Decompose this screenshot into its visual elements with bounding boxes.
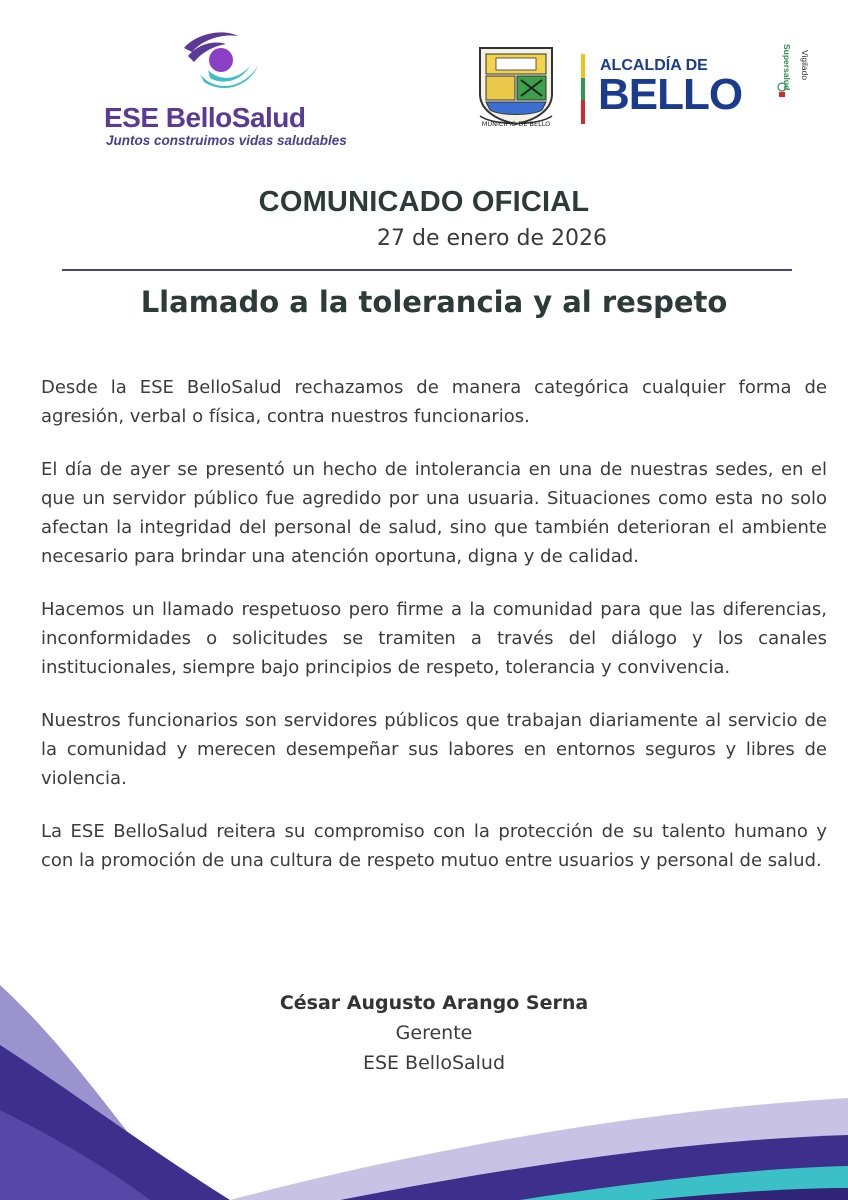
- alcaldia-label: ALCALDÍA DE: [600, 57, 708, 74]
- ese-hands-icon: [174, 26, 264, 96]
- signatory-organization: ESE BelloSalud: [362, 1052, 506, 1074]
- ese-bellosalud-logo: [104, 22, 347, 148]
- wave-teal-bottom: [520, 1166, 848, 1200]
- municipio-shield-icon: [474, 44, 558, 130]
- body-paragraph-5: La ESE BelloSalud reitera su compromiso con la protección de su talento humano y con la promoción de una cultura de respeto mutuo entre usuarios y personal de salud.: [41, 821, 827, 871]
- signatory-name: César Augusto Arango Serna: [279, 992, 589, 1014]
- vigilado-label: Vigilado: [800, 50, 810, 81]
- colombia-flag-stripe: [581, 54, 585, 124]
- vigilado-supersalud-badge: [770, 38, 820, 110]
- ese-logo-name: ESE BelloSalud: [104, 102, 306, 133]
- document-body: [41, 373, 827, 899]
- document-subtitle: Llamado a la tolerancia y al respeto: [140, 285, 728, 319]
- body-paragraph-1: Desde la ESE BelloSalud rechazamos de manera categórica cualquier forma de agresión, verbal o física, contra nuestros funcionarios.: [41, 377, 827, 427]
- supersalud-label: Supersalud: [782, 44, 792, 91]
- document-date: 27 de enero de 2026: [377, 226, 607, 251]
- wave-dark-bottom: [340, 1135, 848, 1200]
- signature-block: [0, 988, 848, 1078]
- bello-label: BELLO: [598, 70, 743, 119]
- signatory-role: Gerente: [395, 1022, 473, 1044]
- body-paragraph-4: Nuestros funcionarios son servidores públicos que trabajan diariamente al servicio de la comunidad y merecen desempeñar sus labores en entornos seguros y libres de violencia.: [41, 710, 827, 789]
- body-paragraph-3: Hacemos un llamado respetuoso pero firme a la comunidad para que las diferencias, inconformidades o solicitudes se tramiten a través del diálogo y los canales institucionales, siempre bajo principios de respeto, tolerancia y convivencia.: [41, 599, 827, 678]
- page-title: COMUNICADO OFICIAL: [258, 186, 590, 218]
- wave-dark-tail: [650, 1188, 848, 1200]
- wave-mid-left: [0, 1110, 150, 1200]
- supersalud-emblem-icon: [776, 82, 788, 98]
- shield-caption: MUNICIPIO DE BELLO: [481, 120, 551, 128]
- ese-logo-tagline: Juntos construimos vidas saludables: [106, 133, 347, 148]
- wave-light-bottom: [230, 1098, 848, 1200]
- title-divider: [62, 269, 792, 271]
- body-paragraph-2: El día de ayer se presentó un hecho de intolerancia en una de nuestras sedes, en el que un servidor público fue agredido por una usuaria. Situaciones como esta no solo afectan la integridad del personal de salud, sino que también deterioran el ambiente necesario para brindar una atención oportuna, digna y de calidad.: [41, 459, 827, 567]
